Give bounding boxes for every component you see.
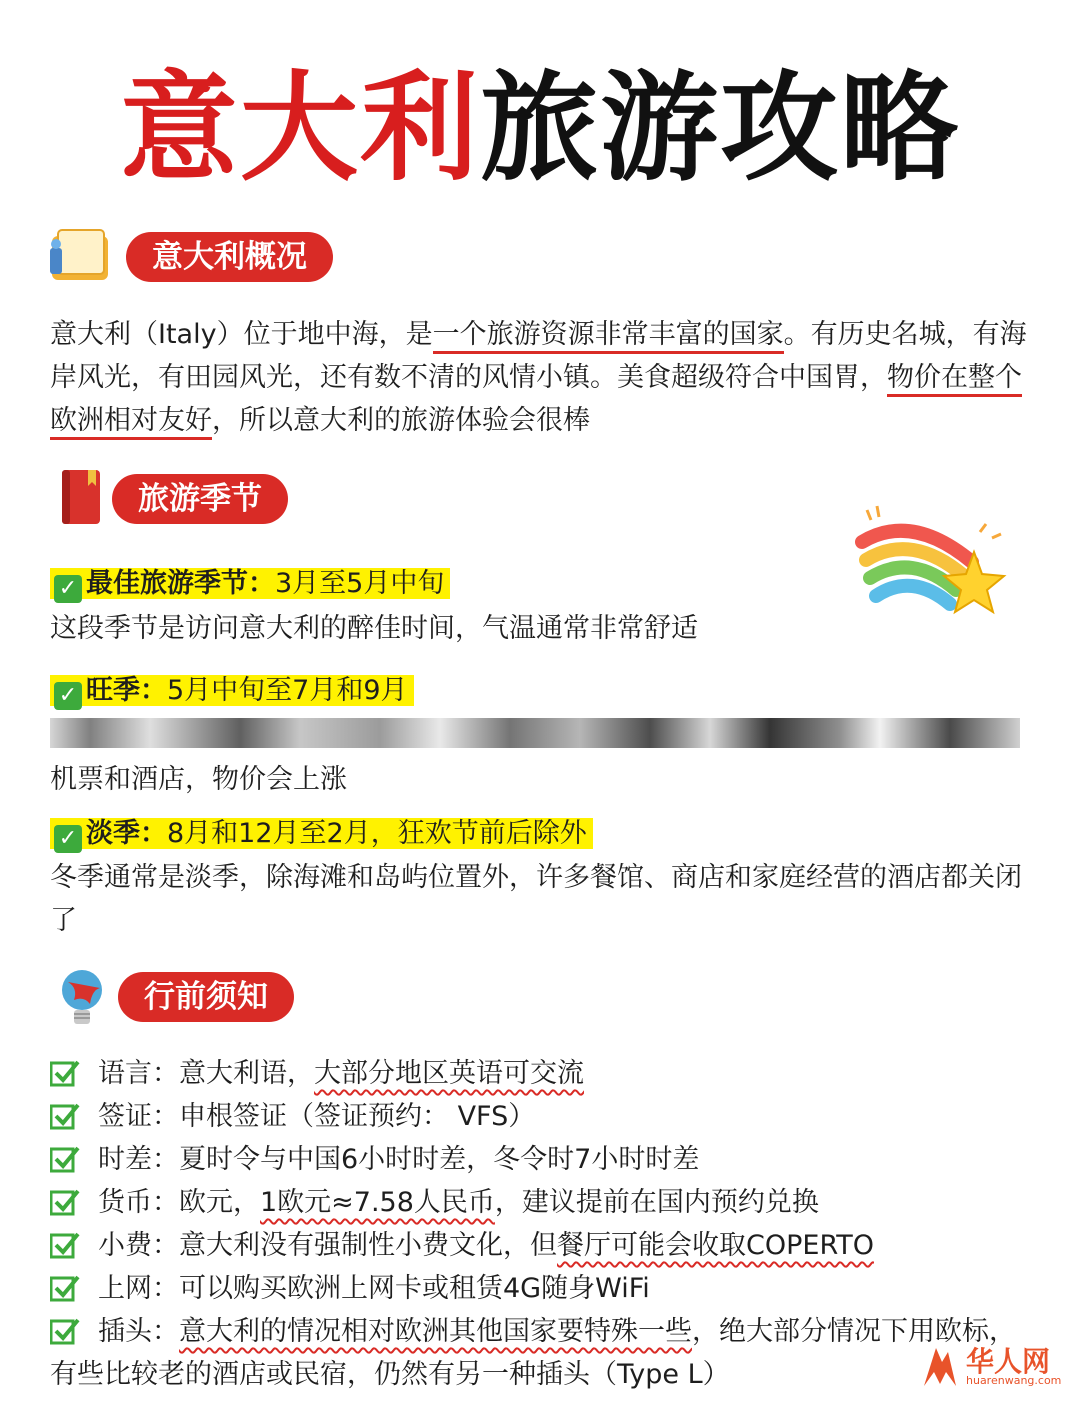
- overview-paragraph: [50, 313, 1040, 442]
- check-icon: ✓: [54, 682, 82, 710]
- season-item-2-value: 5月中旬至7月和9月: [167, 675, 408, 706]
- notice-emphasis: 大部分地区英语可交流: [314, 1058, 584, 1089]
- season-item-3-key: 淡季：: [86, 818, 167, 849]
- notice-key: 语言：: [98, 1058, 179, 1089]
- check-icon: [50, 1145, 80, 1173]
- page-title: [0, 58, 1080, 198]
- season-item-1-desc: 这段季节是访问意大利的醉佳时间，气温通常非常舒适: [50, 613, 698, 644]
- check-icon: [50, 1059, 80, 1087]
- notice-key: 货币：: [98, 1187, 179, 1218]
- season-item-3-desc: 冬季通常是淡季，除海滩和岛屿位置外，许多餐馆、商店和家庭经营的酒店都关闭了: [50, 862, 1022, 936]
- notice-emphasis: 餐厅可能会收取COPERTO: [557, 1230, 874, 1261]
- page-title-red: 意大利: [119, 59, 480, 197]
- notice-time-difference: [50, 1138, 1040, 1181]
- notice-text: 欧元，: [179, 1187, 260, 1218]
- watermark-logo-icon: [918, 1342, 962, 1390]
- notice-key: 插头：: [98, 1316, 179, 1347]
- notice-text: 意大利语，: [179, 1058, 314, 1089]
- notice-key: 时差：: [98, 1144, 179, 1175]
- notice-key: 上网：: [98, 1273, 179, 1304]
- watermark-url: huarenwang.com: [966, 1374, 1062, 1387]
- season-item-1-key: 最佳旅游季节：: [86, 568, 275, 599]
- check-icon: ✓: [54, 575, 82, 603]
- book-icon: [58, 468, 104, 526]
- section-label-overview: 意大利概况: [126, 232, 333, 282]
- check-icon: [50, 1274, 80, 1302]
- globe-icon: [56, 966, 108, 1028]
- overview-text-d: 物价在整个欧洲相对友好: [50, 362, 1022, 440]
- check-icon: ✓: [54, 825, 82, 853]
- season-item-1-value: 3月至5月中旬: [275, 568, 445, 599]
- notice-tail: ，建议提前在国内预约兑换: [494, 1187, 819, 1218]
- notice-tip: [50, 1224, 1040, 1267]
- notice-key: 小费：: [98, 1230, 179, 1261]
- notice-currency: [50, 1181, 1040, 1224]
- notice-key: 签证：: [98, 1101, 179, 1132]
- notice-emphasis: 意大利的情况相对欧洲其他国家要特殊一些: [179, 1316, 692, 1347]
- notice-text: 夏时令与中国6小时时差，冬令时7小时时差: [179, 1144, 700, 1175]
- notice-emphasis: 1欧元≈7.58人民币: [260, 1187, 495, 1218]
- check-icon: [50, 1188, 80, 1216]
- overview-text-e: ，所以意大利的旅游体验会很棒: [212, 405, 590, 436]
- folder-icon: [48, 226, 118, 286]
- overview-text-b: 一个旅游资源非常丰富的国家: [433, 319, 784, 354]
- check-icon: [50, 1102, 80, 1130]
- watermark-name: 华人网: [966, 1345, 1051, 1378]
- section-label-season: 旅游季节: [112, 474, 288, 524]
- section-label-before-travel: 行前须知: [118, 972, 294, 1022]
- notice-text: 可以购买欧洲上网卡或租赁4G随身WiFi: [179, 1273, 650, 1304]
- page-title-black: 旅游攻略: [480, 59, 961, 197]
- notice-internet: [50, 1267, 1040, 1310]
- notice-plug: [50, 1310, 1025, 1396]
- watermark: [918, 1338, 1068, 1394]
- notice-visa: [50, 1095, 1040, 1138]
- notice-text: 申根签证（签证预约： VFS）: [179, 1101, 536, 1132]
- redacted-text-strip: [50, 718, 1020, 748]
- season-item-3-value: 8月和12月至2月，狂欢节前后除外: [167, 818, 587, 849]
- notice-language: [50, 1052, 1040, 1095]
- check-icon: [50, 1317, 80, 1345]
- season-item-3-head: [50, 815, 593, 853]
- season-item-2-head: [50, 672, 414, 710]
- overview-text-a: 意大利（Italy）位于地中海，是: [50, 319, 433, 350]
- season-item-2-key: 旺季：: [86, 675, 167, 706]
- notice-tail: ，绝大部分情况下用欧标，有些比较老的酒店或民宿，仍然有另一种插头（Type L）: [50, 1316, 1016, 1390]
- season-item-2-desc: 机票和酒店，物价会上涨: [50, 764, 347, 795]
- overview-text-c: 。有历史名城，有海岸风光，有田园风光，还有数不清的风情小镇。美食超级符合中国胃，: [50, 319, 1027, 393]
- notice-text: 意大利没有强制性小费文化，但: [179, 1230, 557, 1261]
- check-icon: [50, 1231, 80, 1259]
- season-item-1-head: [50, 565, 450, 603]
